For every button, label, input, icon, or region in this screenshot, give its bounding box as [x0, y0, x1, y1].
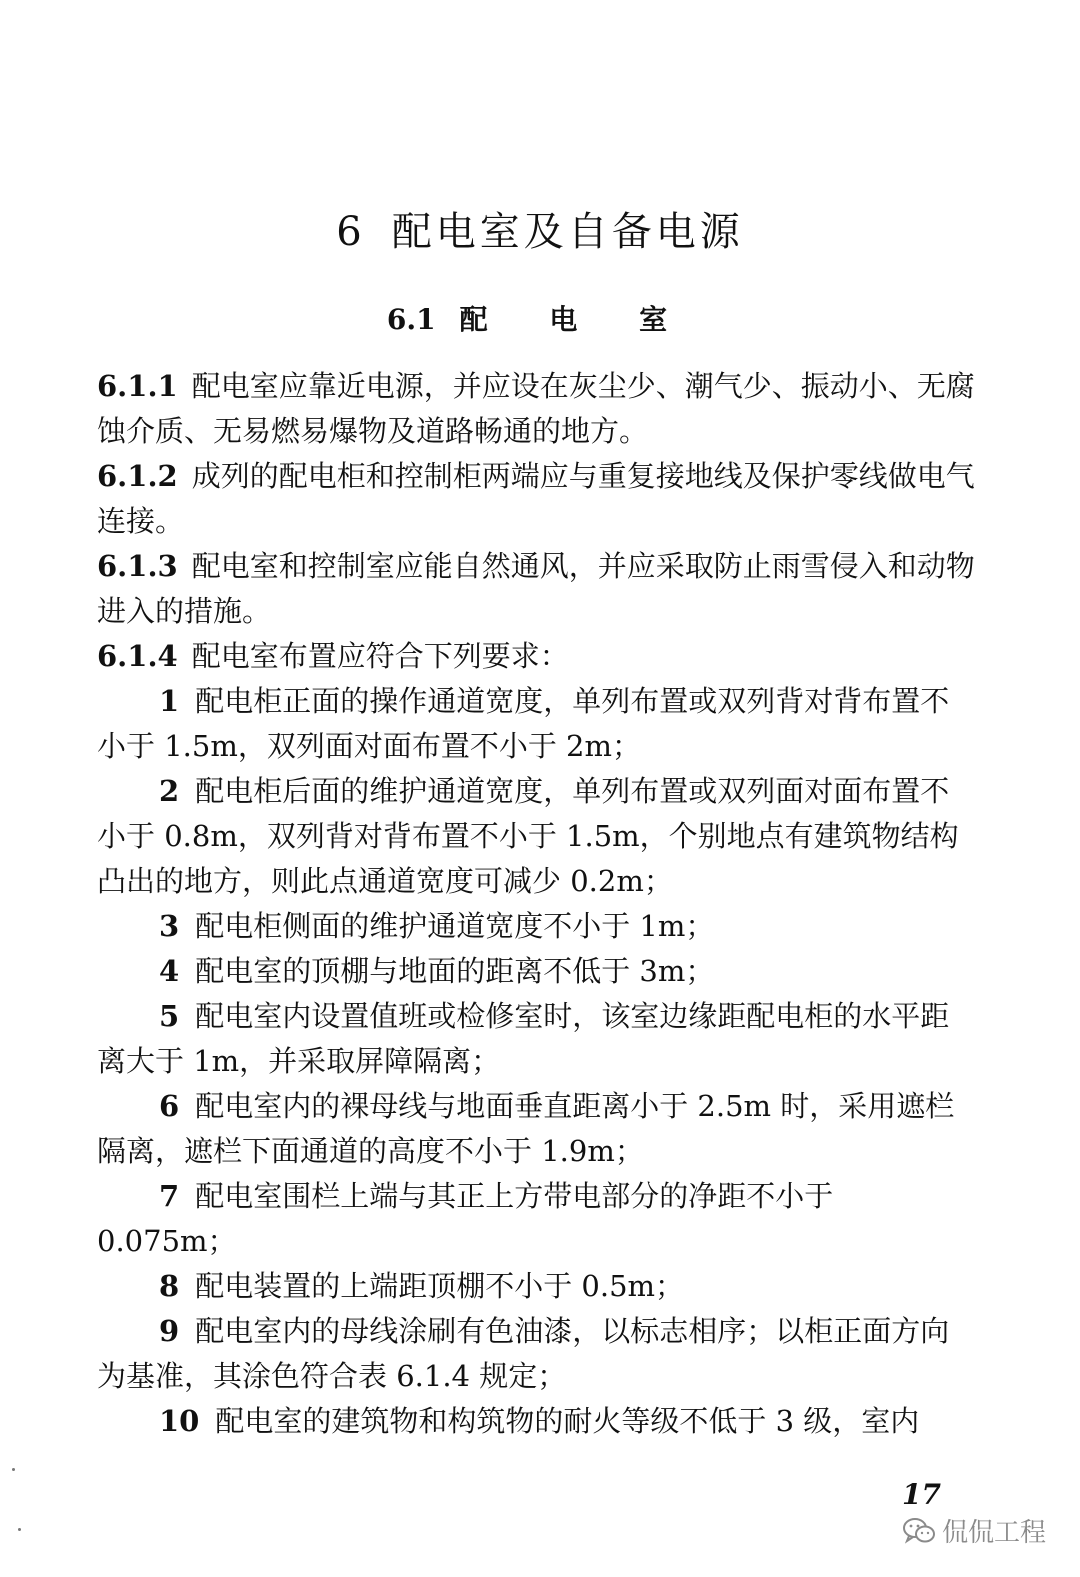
list-item-8: [97, 1264, 977, 1309]
list-item-9: [97, 1309, 977, 1399]
section-title: [0, 298, 1080, 338]
list-item-1: [97, 679, 977, 769]
chapter-name: 配电室及自备电源: [391, 209, 744, 255]
scan-speck: [18, 1528, 21, 1531]
page-number: 17: [902, 1478, 941, 1511]
item-text: 配电室内的裸母线与地面垂直距离小于 2.5m 时，采用遮栏隔离，遮栏下面通道的高度不小于 1.9m；: [97, 1089, 955, 1168]
list-item-6: [97, 1084, 977, 1174]
item-number: 8: [159, 1269, 180, 1303]
list-item-7: [97, 1174, 977, 1264]
list-item-5: [97, 994, 977, 1084]
item-text: 配电室内的母线涂刷有色油漆，以标志相序；以柜正面方向为基准，其涂色符合表 6.1.4 规定；: [97, 1314, 950, 1393]
clause-number: 6.1.1: [97, 369, 178, 403]
clause-text: 配电室布置应符合下列要求：: [191, 639, 569, 673]
item-number: 5: [159, 999, 180, 1033]
clause-6-1-2: [97, 454, 977, 544]
item-text: 配电室的建筑物和构筑物的耐火等级不低于 3 级，室内: [215, 1404, 920, 1438]
item-text: 配电柜后面的维护通道宽度，单列布置或双列面对面布置不小于 0.8m，双列背对背布置不小于 1.5m，个别地点有建筑物结构凸出的地方，则此点通道宽度可减少 0.2m；: [97, 774, 959, 898]
item-text: 配电室内设置值班或检修室时，该室边缘距配电柜的水平距离大于 1m，并采取屏障隔离；: [97, 999, 950, 1078]
item-text: 配电柜正面的操作通道宽度，单列布置或双列背对背布置不小于 1.5m，双列面对面布置不小于 2m；: [97, 684, 950, 763]
watermark: [902, 1512, 1046, 1549]
list-item-10: [97, 1399, 977, 1444]
clause-text: 配电室应靠近电源，并应设在灰尘少、潮气少、振动小、无腐蚀介质、无易燃易爆物及道路畅通的地方。: [97, 369, 975, 448]
item-number: 6: [159, 1089, 180, 1123]
item-number: 3: [159, 909, 180, 943]
item-text: 配电室的顶棚与地面的距离不低于 3m；: [195, 954, 715, 988]
chapter-title: [0, 200, 1080, 257]
list-item-3: [97, 904, 977, 949]
item-number: 2: [159, 774, 180, 808]
clause-text: 成列的配电柜和控制柜两端应与重复接地线及保护零线做电气连接。: [97, 459, 975, 538]
item-number: 4: [159, 954, 180, 988]
section-name: 配 电 室: [459, 303, 694, 336]
section-number: 6.1: [386, 303, 436, 336]
watermark-text: 侃侃工程: [942, 1518, 1047, 1548]
scan-speck: [12, 1468, 15, 1471]
clause-number: 6.1.4: [97, 639, 178, 673]
list-item-4: [97, 949, 977, 994]
clause-number: 6.1.2: [97, 459, 178, 493]
item-text: 配电室围栏上端与其正上方带电部分的净距不小于 0.075m；: [97, 1179, 834, 1258]
item-number: 9: [159, 1314, 180, 1348]
page-body: [97, 364, 977, 1444]
clause-text: 配电室和控制室应能自然通风，并应采取防止雨雪侵入和动物进入的措施。: [97, 549, 975, 628]
item-number: 7: [159, 1179, 180, 1213]
item-number: 10: [159, 1404, 200, 1438]
item-text: 配电装置的上端距顶棚不小于 0.5m；: [195, 1269, 685, 1303]
item-number: 1: [159, 684, 180, 718]
clause-6-1-3: [97, 544, 977, 634]
wechat-icon: [902, 1516, 936, 1546]
clause-6-1-1: [97, 364, 977, 454]
clause-6-1-4: [97, 634, 977, 679]
list-item-2: [97, 769, 977, 904]
clause-number: 6.1.3: [97, 549, 178, 583]
item-text: 配电柜侧面的维护通道宽度不小于 1m；: [195, 909, 715, 943]
chapter-number: 6: [336, 209, 366, 255]
